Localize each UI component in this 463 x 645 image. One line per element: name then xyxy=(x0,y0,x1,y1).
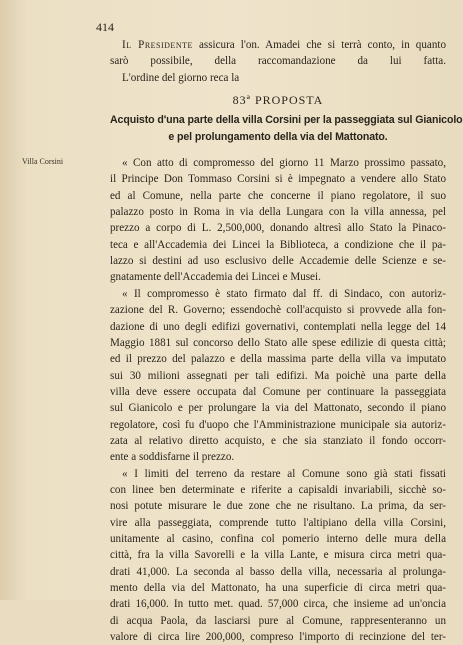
proposal-number: 83ª PROPOSTA xyxy=(232,93,324,108)
text-line: palazzo posto in Roma in via della Lungara con la villa annessa, pel xyxy=(110,206,446,219)
text-line: valore di circa lire 200,000, compreso l'importo di recinzione del ter- xyxy=(110,631,446,644)
text-line: di acqua Paola, da lasciarsi pure al Comune, rappresenteranno un xyxy=(110,614,446,627)
text-line: sui 30 milioni assegnati per tali edifizi. Ma poichè una parte della xyxy=(110,369,446,382)
text-line: teca e all'Accademia dei Lincei la Biblioteca, a condizione che il pa- xyxy=(110,238,446,251)
text-line: sul Gianicolo e per prolungare la via del Mattonato, secondo il piano xyxy=(110,402,446,415)
body-text xyxy=(110,155,446,645)
text-line: vire alla passeggiata, comprende tutto l'altipiano della villa Corsini, xyxy=(110,516,446,529)
page-number: 414 xyxy=(96,20,114,34)
text-line: nosi potute misurare le due zone che ne risultano. La prima, da ser- xyxy=(110,500,446,513)
text-line: prezzo a corpo di L. 2,500,000, donando altresì allo Stato la Pinaco- xyxy=(110,222,446,235)
text-line: mento della via del Mattonato, ha una superficie di circa metri qua- xyxy=(110,582,446,594)
text-line: regolatore, così fu d'uopo che l'Amministrazione municipale sia autoriz- xyxy=(110,418,446,431)
text-line: ed al Comune, nella parte che concerne il piano regolatore, il suo xyxy=(110,189,446,202)
text-line: il Principe Don Tommaso Corsini si è impegnato a vendere allo Stato xyxy=(110,173,446,186)
margin-note: Villa Corsini xyxy=(22,157,64,166)
text-column xyxy=(110,37,463,645)
text-line: ed il prezzo del palazzo e della massima parte della villa va imputato xyxy=(110,353,446,366)
text-line: zata al relativo diretto acquisto, e che sia stanziato il fondo occorr- xyxy=(110,434,446,447)
text-line: zazione del R. Governo; essendochè coll'acquisto si provvede alla fon- xyxy=(110,304,446,317)
text-line: ente a soddisfarne il prezzo. xyxy=(110,451,235,464)
text-line: con linee ben determinate e riferite a capisaldi invariabili, sicchè so- xyxy=(110,483,446,496)
text-line: L'ordine del giorno reca la xyxy=(122,71,240,84)
text-line: villa deve essere occupata dal Comune per continuare la passeggiata xyxy=(110,385,446,398)
text-line: gnatamente dell'Accademia dei Lincei e Musei. xyxy=(110,271,321,284)
text-line: « Il compromesso è stato firmato dal ff. di Sindaco, con autoriz- xyxy=(122,287,446,300)
text-line xyxy=(110,37,446,53)
text-line: lazzo si destini ad uso esclusivo delle Accademie delle Scienze e se- xyxy=(110,255,446,268)
text-line: drati 41,000. La seconda al basso della villa, necessaria al prolunga- xyxy=(110,565,446,578)
text-line: « I limiti del terreno da restare al Comune sono già stati fissati xyxy=(122,467,446,480)
speaker-name: Il Presidente xyxy=(122,39,193,51)
text-line: dazione di uno degli edifizi governativi, contemplati nella legge del 14 xyxy=(110,320,446,333)
text-line: Maggio 1881 sul concorso dello Stato alle spese edilizie di questa città; xyxy=(110,336,446,349)
text-line: città, fra la villa Savorelli e la villa Lante, e misura circa metri qua- xyxy=(110,549,446,562)
text-line: drati 16,000. In tutto met. quad. 57,000 circa, che insieme ad un'oncia xyxy=(110,598,446,611)
text-line: « Con atto di compromesso del giorno 11 Marzo prossimo passato, xyxy=(122,157,446,170)
text-line: sarò possibile, della raccomandazione da lui fatta. xyxy=(110,55,446,68)
text-line: unitamente al casino, confina col pomerio interno delle mura della xyxy=(110,532,446,545)
proposal-title-line: e pel prolungamento della via del Mattonato. xyxy=(168,130,388,143)
text-fragment: assicura l'on. Amadei che si terrà conto, in quanto xyxy=(198,39,447,51)
proposal-title-line: Acquisto d'una parte della villa Corsini per la passeggiata sul Gianicolo xyxy=(110,114,463,127)
